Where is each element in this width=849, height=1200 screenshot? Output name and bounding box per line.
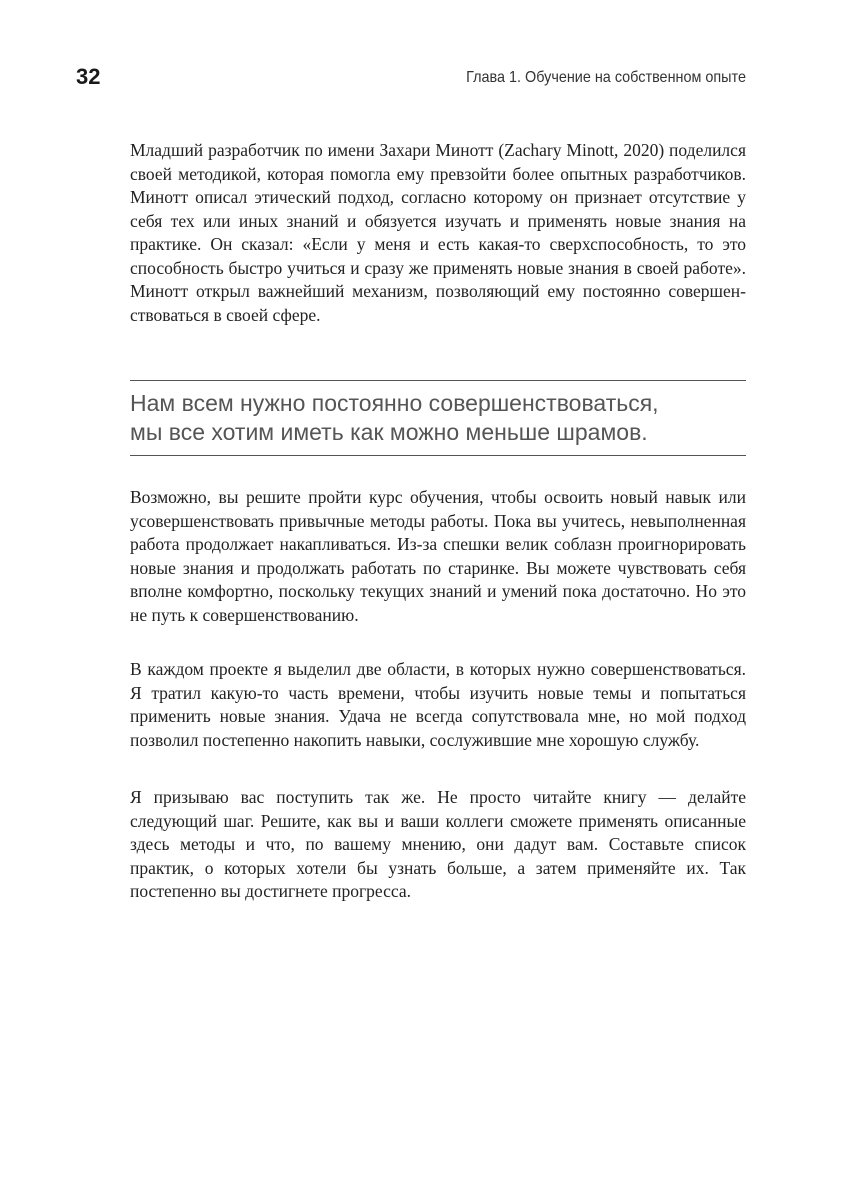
pullquote-line-1: Нам всем нужно постоянно совершенствоваться, bbox=[130, 390, 659, 416]
paragraph-text: Возможно, вы решите пройти курс обучения, чтобы освоить новый навык или усовершенствовать привычные методы работы. Пока вы учитесь, невыполненная работа продолжает накапливаться. Из-за спешки велик соблазн проигнорировать новые знания и продолжать работать по старинке. Вы можете чувствовать себя вполне комфортно, поскольку текущих знаний и умений пока достаточно. Но это не путь к совершенствованию. bbox=[130, 487, 746, 625]
paragraph-text: В каждом проекте я выделил две области, в которых нужно совершенствоваться. Я тратил какую-то часть времени, чтобы изучить новые темы и попытаться применить новые знания. Удача не всегда сопутствовала мне, но мой подход позволил постепенно накопить навыки, сослужившие мне хорошую службу. bbox=[130, 659, 746, 750]
paragraph-text: Я призываю вас поступить так же. Не просто читайте книгу — делайте следующий шаг. Решите, как вы и ваши коллеги сможете применять описанные здесь методы и что, по вашему мнению, они дадут вам. Составьте список практик, о которых хотели бы узнать больше, а затем применяйте их. Так постепенно вы достигнете прогресса. bbox=[130, 787, 746, 901]
paragraph-4 bbox=[130, 786, 746, 904]
paragraph-1 bbox=[130, 139, 746, 327]
pullquote-top-rule bbox=[130, 380, 746, 381]
running-head-chapter-title: Глава 1. Обучение на собственном опыте bbox=[466, 69, 746, 86]
paragraph-2 bbox=[130, 486, 746, 627]
pullquote-bottom-rule bbox=[130, 455, 746, 456]
pullquote bbox=[130, 389, 746, 447]
paragraph-text: Младший разработчик по имени Захари Минотт (Zachary Minott, 2020) поделился своей методикой, которая помогла ему превзойти более опытных разработчиков. Минотт описал этический подход, согласно которому он признает отсутствие у себя тех или иных знаний и обязуется изучать и применять новые знания на практике. Он сказал: «Если у меня и есть какая-то сверхспособность, то это способность быстро учиться и сразу же применять новые знания в своей работе». Минотт открыл важнейший механизм, позволяющий ему постоянно совершенствоваться в своей сфере. bbox=[130, 140, 746, 325]
pullquote-line-2: мы все хотим иметь как можно меньше шрамов. bbox=[130, 419, 648, 445]
page-number: 32 bbox=[76, 64, 101, 89]
paragraph-3 bbox=[130, 658, 746, 752]
